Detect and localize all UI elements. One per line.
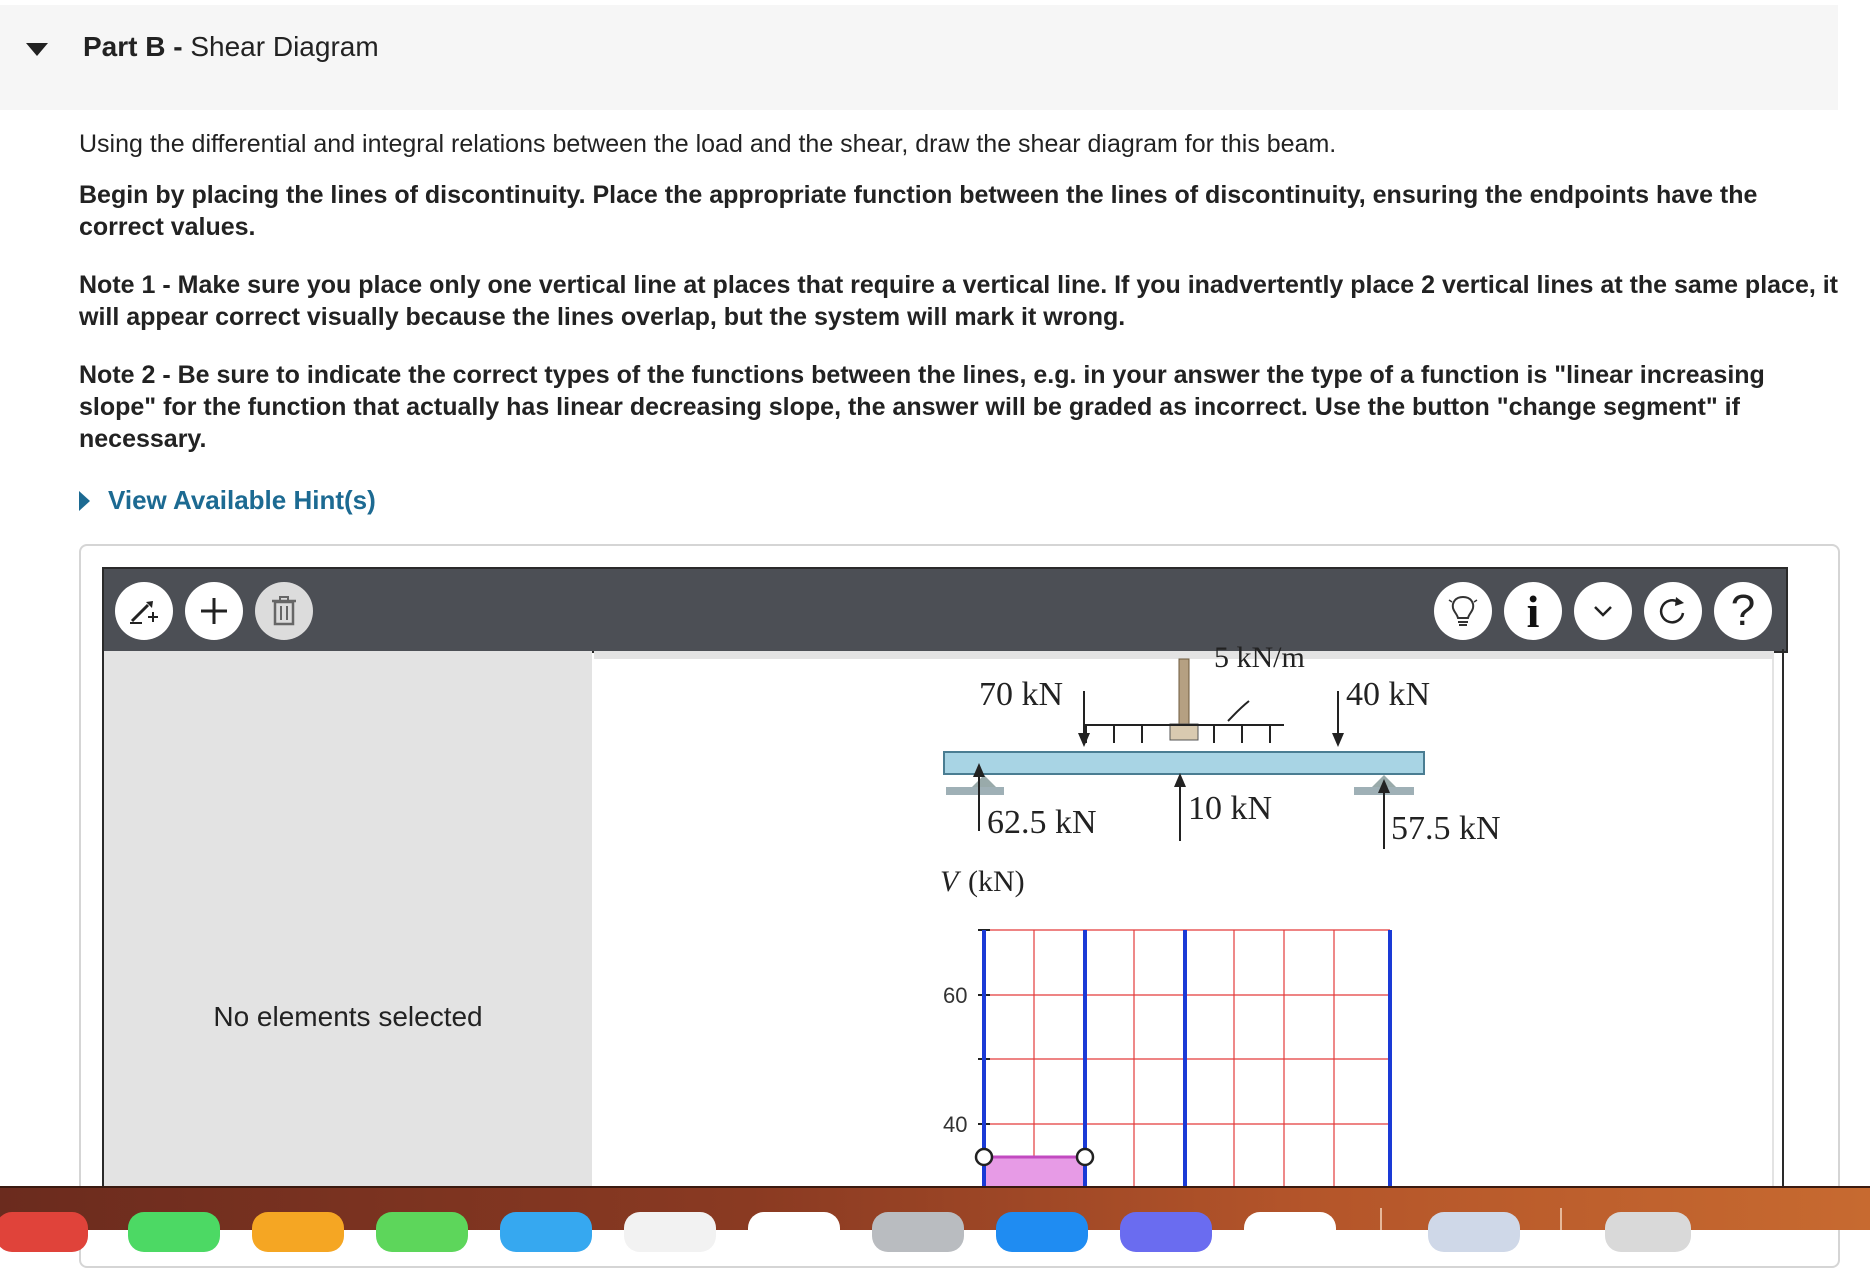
- add-button[interactable]: [185, 582, 243, 640]
- dock-app-icon[interactable]: [500, 1212, 592, 1252]
- dock-app-icon[interactable]: [996, 1212, 1088, 1252]
- dock-app-icon[interactable]: [872, 1212, 964, 1252]
- part-name: Shear Diagram: [190, 31, 379, 62]
- dock-app-icon[interactable]: [1120, 1212, 1212, 1252]
- info-icon: i: [1526, 585, 1540, 637]
- plus-icon: [197, 594, 231, 628]
- left-support-base: [946, 787, 1004, 795]
- canvas-svg: [594, 641, 1772, 1191]
- help-icon: ?: [1730, 586, 1756, 635]
- info-button[interactable]: [1504, 582, 1562, 640]
- segment-endpoint-handle[interactable]: [1077, 1149, 1093, 1165]
- chevron-down-icon: [1590, 602, 1616, 620]
- redo-icon: [1654, 592, 1692, 630]
- column-support: [1170, 724, 1198, 740]
- segment-endpoint-handle[interactable]: [976, 1149, 992, 1165]
- dock-app-icon[interactable]: [748, 1212, 840, 1252]
- dock-app-icon[interactable]: [1244, 1212, 1336, 1252]
- dist-load-label: 5 kN/m: [1214, 641, 1305, 674]
- trash-dock-icon[interactable]: [1605, 1212, 1691, 1252]
- more-options-button[interactable]: [1574, 582, 1632, 640]
- dock-separator: [1560, 1208, 1562, 1230]
- column: [1179, 659, 1189, 727]
- properties-panel: [104, 651, 592, 1191]
- lightbulb-icon: [1446, 592, 1480, 630]
- reaction-62-label: 62.5 kN: [987, 804, 1097, 841]
- beam: [944, 752, 1424, 774]
- v-axis-var: V: [940, 865, 959, 898]
- hint-link-label: View Available Hint(s): [108, 485, 376, 515]
- collapse-triangle-icon[interactable]: [26, 43, 48, 56]
- dock-app-icon[interactable]: [1428, 1212, 1520, 1252]
- part-header[interactable]: [0, 5, 1838, 110]
- instruction-1: Begin by placing the lines of discontinuity. Place the appropriate function between the lines of discontinuity, ensuring the endpoints have the correct values.: [79, 181, 1758, 241]
- view-hints-link[interactable]: [79, 485, 376, 516]
- question-body: [79, 128, 1839, 455]
- part-separator: -: [165, 31, 191, 62]
- load-40-arrowhead: [1332, 733, 1344, 747]
- load-70-label: 70 kN: [979, 676, 1064, 713]
- question-intro: Using the differential and integral relations between the load and the shear, draw the shear diagram for this beam.: [79, 130, 1337, 158]
- dist-load-leader: [1228, 701, 1249, 721]
- load-70-arrowhead: [1078, 733, 1090, 747]
- dock-app-icon[interactable]: [252, 1212, 344, 1252]
- draw-line-button[interactable]: [115, 582, 173, 640]
- instruction-note-2: Note 2 - Be sure to indicate the correct types of the functions between the lines, e.g. in your answer the type of a function is "linear increasing slope" for the function that actually has linear decreasing slope, the answer will be graded as incorrect. Use the button "change segment" if necessary.: [79, 361, 1765, 453]
- load-40-label: 40 kN: [1346, 676, 1431, 713]
- expand-triangle-icon: [79, 491, 90, 511]
- reaction-10-arrowhead: [1174, 773, 1186, 787]
- dock-app-icon[interactable]: [624, 1212, 716, 1252]
- part-title: [83, 31, 379, 63]
- reaction-57-label: 57.5 kN: [1391, 810, 1501, 847]
- selection-status: No elements selected: [213, 1001, 483, 1032]
- dock-app-icon[interactable]: [376, 1212, 468, 1252]
- dock-separator: [1380, 1208, 1382, 1230]
- tool-border-right: [1782, 649, 1784, 1191]
- drawing-canvas[interactable]: [594, 641, 1772, 1191]
- beam-figure: [944, 641, 1501, 849]
- reset-button[interactable]: [1644, 582, 1702, 640]
- instruction-note-1: Note 1 - Make sure you place only one vertical line at places that require a vertical line. If you inadvertently place 2 vertical lines at the same place, it will appear correct visually because the lines overlap, but the system will mark it wrong.: [79, 271, 1839, 331]
- part-label: Part B: [83, 31, 166, 62]
- help-button[interactable]: [1714, 582, 1772, 640]
- reaction-10-label: 10 kN: [1188, 790, 1273, 827]
- dock-app-icon[interactable]: [0, 1212, 88, 1252]
- drawing-toolbar: [102, 567, 1788, 653]
- trash-icon: [269, 594, 299, 628]
- dock-app-icon[interactable]: [128, 1212, 220, 1252]
- delete-button[interactable]: [255, 582, 313, 640]
- tick-60-label: 60: [943, 983, 968, 1008]
- v-axis-unit: (kN): [968, 865, 1025, 898]
- draw-line-icon: [126, 593, 162, 629]
- hint-button[interactable]: [1434, 582, 1492, 640]
- tick-40-label: 40: [943, 1112, 968, 1137]
